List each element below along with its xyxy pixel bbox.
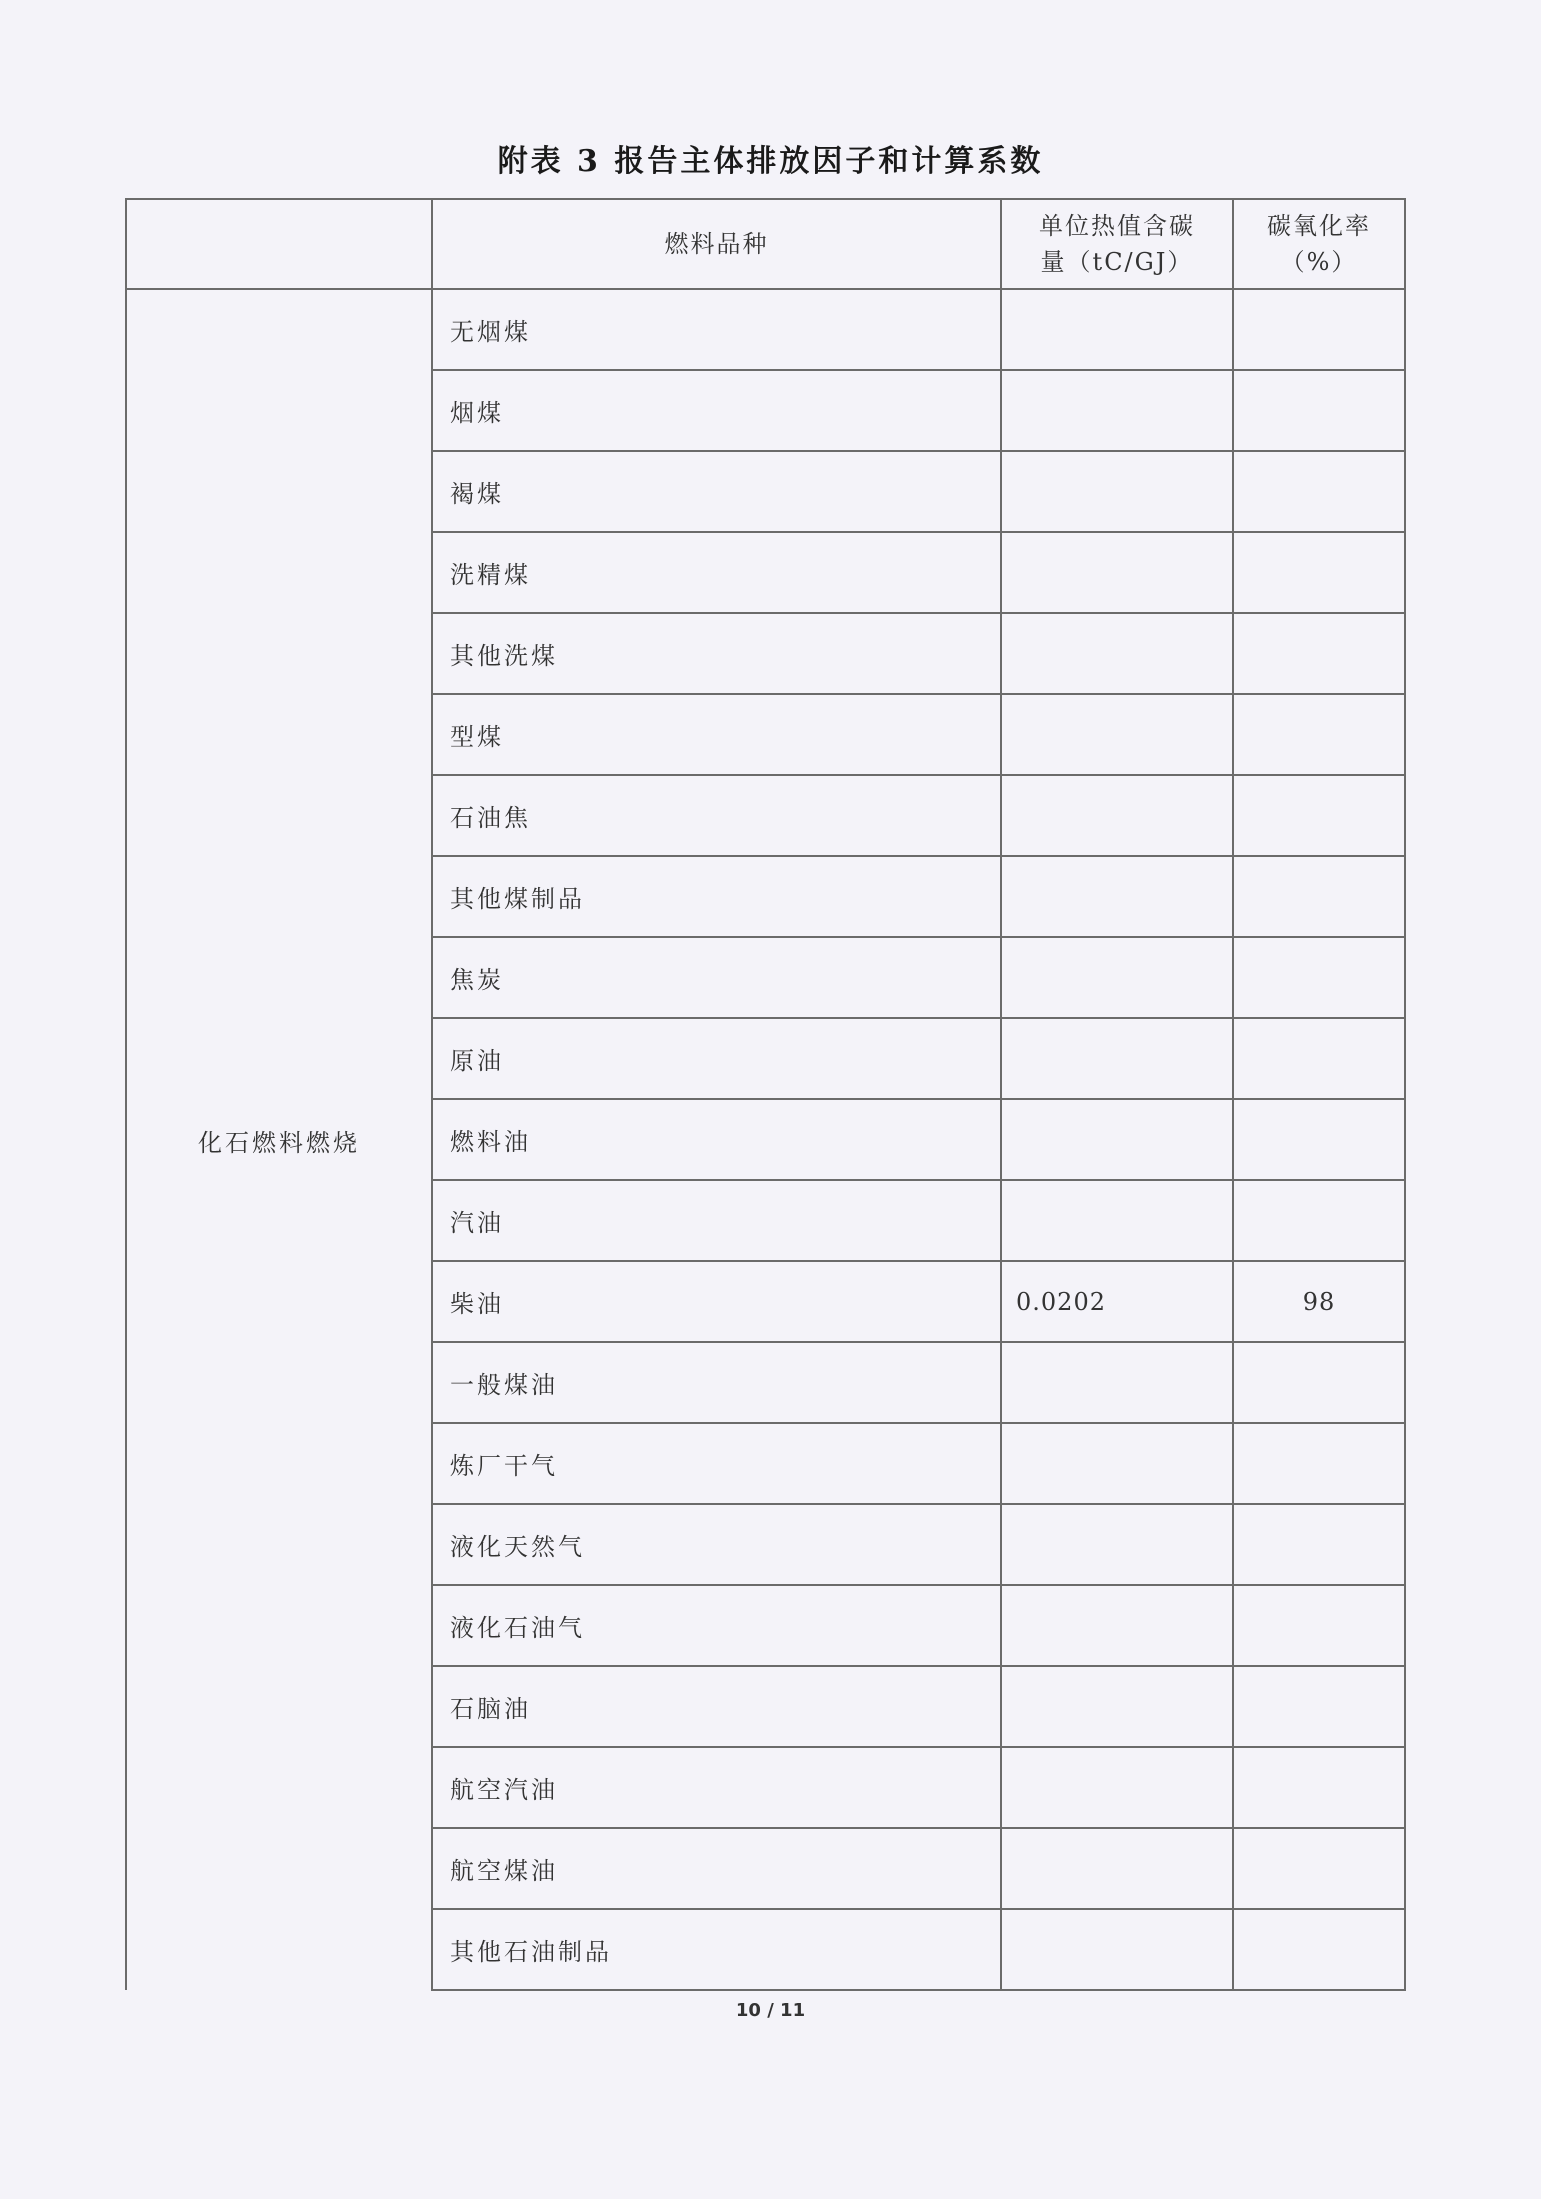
table-title: 附表 3 报告主体排放因子和计算系数 <box>497 144 1044 179</box>
carbon-content-cell <box>1001 1423 1233 1504</box>
header-fuel-type: 燃料品种 <box>432 199 1001 289</box>
header-oxidation-rate <box>1233 199 1405 289</box>
oxidation-rate-cell <box>1233 1828 1405 1909</box>
carbon-content-cell <box>1001 937 1233 1018</box>
carbon-content-cell <box>1001 1504 1233 1585</box>
fuel-type-cell: 石油焦 <box>432 775 1001 856</box>
carbon-content-cell <box>1001 1342 1233 1423</box>
header-carbon-content-line1: 单位热值含碳 <box>1039 212 1195 240</box>
fuel-type-cell: 柴油 <box>432 1261 1001 1342</box>
carbon-content-cell <box>1001 694 1233 775</box>
fuel-type-cell: 焦炭 <box>432 937 1001 1018</box>
fuel-type-cell: 褐煤 <box>432 451 1001 532</box>
table-row <box>126 289 1405 370</box>
oxidation-rate-cell <box>1233 775 1405 856</box>
header-carbon-content-line2: 量（tC/GJ） <box>1040 248 1194 276</box>
oxidation-rate-cell <box>1233 1018 1405 1099</box>
fuel-type-cell: 其他煤制品 <box>432 856 1001 937</box>
oxidation-rate-cell <box>1233 1909 1405 1990</box>
header-oxidation-rate-line1: 碳氧化率 <box>1267 212 1371 240</box>
oxidation-rate-cell <box>1233 1423 1405 1504</box>
fuel-type-cell: 航空煤油 <box>432 1828 1001 1909</box>
header-category <box>126 199 432 289</box>
fuel-type-cell: 洗精煤 <box>432 532 1001 613</box>
oxidation-rate-cell <box>1233 1342 1405 1423</box>
carbon-content-cell <box>1001 1180 1233 1261</box>
oxidation-rate-cell <box>1233 856 1405 937</box>
fuel-type-cell: 石脑油 <box>432 1666 1001 1747</box>
oxidation-rate-cell <box>1233 613 1405 694</box>
carbon-content-cell <box>1001 1828 1233 1909</box>
carbon-content-cell <box>1001 370 1233 451</box>
oxidation-rate-cell <box>1233 694 1405 775</box>
carbon-content-cell <box>1001 1909 1233 1990</box>
fuel-type-cell: 液化天然气 <box>432 1504 1001 1585</box>
carbon-content-cell <box>1001 613 1233 694</box>
carbon-content-cell <box>1001 289 1233 370</box>
fuel-type-cell: 液化石油气 <box>432 1585 1001 1666</box>
header-carbon-content <box>1001 199 1233 289</box>
fuel-type-cell: 一般煤油 <box>432 1342 1001 1423</box>
carbon-content-cell <box>1001 1585 1233 1666</box>
table-body <box>126 289 1405 1990</box>
oxidation-rate-cell <box>1233 370 1405 451</box>
oxidation-rate-cell: 98 <box>1233 1261 1405 1342</box>
carbon-content-cell <box>1001 532 1233 613</box>
oxidation-rate-cell <box>1233 1747 1405 1828</box>
oxidation-rate-cell <box>1233 1099 1405 1180</box>
page-number: 10 / 11 <box>735 2000 806 2021</box>
fuel-type-cell: 烟煤 <box>432 370 1001 451</box>
carbon-content-cell <box>1001 1099 1233 1180</box>
carbon-content-cell <box>1001 451 1233 532</box>
oxidation-rate-cell <box>1233 532 1405 613</box>
fuel-type-cell: 其他石油制品 <box>432 1909 1001 1990</box>
header-oxidation-rate-line2: （%） <box>1280 248 1358 276</box>
carbon-content-cell <box>1001 1747 1233 1828</box>
carbon-content-cell <box>1001 1666 1233 1747</box>
oxidation-rate-cell <box>1233 451 1405 532</box>
oxidation-rate-cell <box>1233 1666 1405 1747</box>
fuel-type-cell: 型煤 <box>432 694 1001 775</box>
fuel-type-cell: 其他洗煤 <box>432 613 1001 694</box>
oxidation-rate-cell <box>1233 937 1405 1018</box>
fuel-type-cell: 无烟煤 <box>432 289 1001 370</box>
fuel-type-cell: 汽油 <box>432 1180 1001 1261</box>
oxidation-rate-cell <box>1233 1180 1405 1261</box>
category-cell: 化石燃料燃烧 <box>126 289 432 1990</box>
fuel-type-cell: 燃料油 <box>432 1099 1001 1180</box>
fuel-type-cell: 炼厂干气 <box>432 1423 1001 1504</box>
carbon-content-cell <box>1001 1018 1233 1099</box>
emission-factor-table <box>125 198 1406 1991</box>
carbon-content-cell: 0.0202 <box>1001 1261 1233 1342</box>
fuel-type-cell: 原油 <box>432 1018 1001 1099</box>
fuel-type-cell: 航空汽油 <box>432 1747 1001 1828</box>
carbon-content-cell <box>1001 775 1233 856</box>
carbon-content-cell <box>1001 856 1233 937</box>
table-header-row <box>126 199 1405 289</box>
oxidation-rate-cell <box>1233 1585 1405 1666</box>
oxidation-rate-cell <box>1233 1504 1405 1585</box>
oxidation-rate-cell <box>1233 289 1405 370</box>
